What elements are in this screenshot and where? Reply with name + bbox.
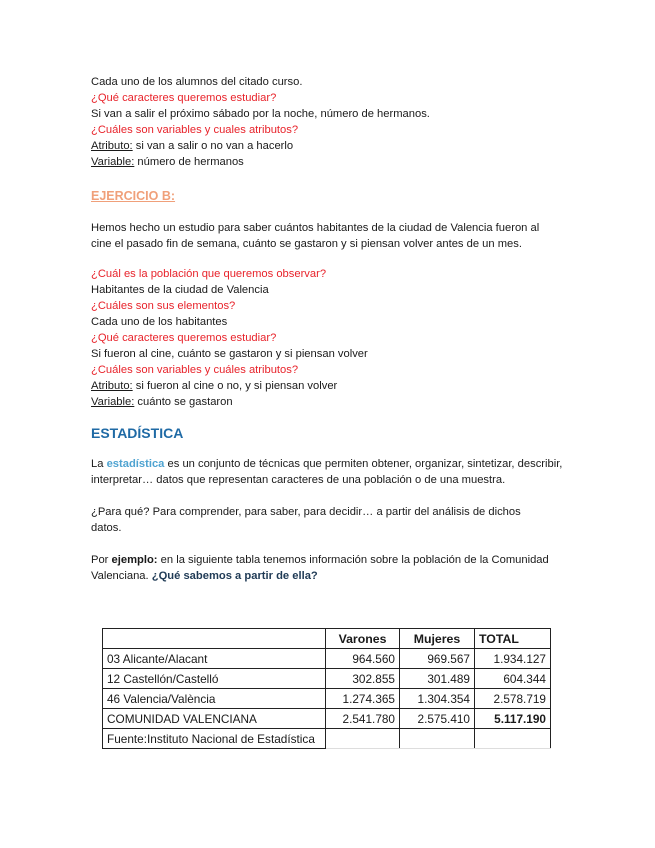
exercise-b-attribute-line: [91, 378, 571, 394]
table-header-cell: Varones: [326, 629, 400, 649]
variable-text: cuánto se gastaron: [134, 396, 233, 408]
intro-line: Cada uno de los alumnos del citado curso.: [91, 76, 303, 88]
statistics-purpose: ¿Para qué? Para comprender, para saber, para decidir… a partir del análisis de dichos datos.: [91, 506, 521, 534]
example-prefix: Por: [91, 554, 112, 566]
table-cell: COMUNIDAD VALENCIANA: [103, 709, 326, 729]
document-page: [91, 74, 571, 584]
variable-label: Variable:: [91, 396, 135, 408]
intro-variable-line: [91, 154, 571, 170]
table-cell-total: 5.117.190: [475, 709, 551, 729]
table-header-cell: [103, 629, 326, 649]
variable-label: Variable:: [91, 156, 135, 168]
attribute-label: Atributo:: [91, 140, 133, 152]
table-row: [103, 669, 551, 689]
table-cell: 302.855: [326, 669, 400, 689]
table-cell: 964.560: [326, 649, 400, 669]
table-cell: 2.541.780: [326, 709, 400, 729]
exercise-b-question-elements: ¿Cuáles son sus elementos?: [91, 300, 236, 312]
table-row: [103, 689, 551, 709]
table-source-row: [103, 729, 551, 749]
example-question: ¿Qué sabemos a partir de ella?: [151, 570, 318, 582]
table-empty-cell: [326, 729, 400, 749]
table-cell: 03 Alicante/Alacant: [103, 649, 326, 669]
table-header-cell: Mujeres: [400, 629, 475, 649]
table-header-row: [103, 629, 551, 649]
table-cell: 604.344: [475, 669, 551, 689]
exercise-b-statement: Hemos hecho un estudio para saber cuántos habitantes de la ciudad de Valencia fueron al cine el pasado fin de semana, cuánto se gastaron y si piensan volver antes de un mes.: [91, 222, 540, 250]
exercise-b-heading: EJERCICIO B:: [91, 189, 176, 203]
attribute-text: si van a salir o no van a hacerlo: [132, 140, 294, 152]
table-cell: 1.274.365: [326, 689, 400, 709]
table-row: [103, 649, 551, 669]
table-cell: 301.489: [400, 669, 475, 689]
table-row: [103, 709, 551, 729]
definition-term: estadística: [106, 458, 165, 470]
attribute-label: Atributo:: [91, 380, 133, 392]
example-term: ejemplo:: [111, 554, 158, 566]
exercise-b-variable-line: [91, 394, 571, 410]
statistics-definition: [91, 456, 563, 488]
statistics-example: [91, 552, 563, 584]
table-cell: 2.575.410: [400, 709, 475, 729]
definition-body: es un conjunto de técnicas que permiten obtener, organizar, sintetizar, describir, interpretar… datos que representan caracteres de una población o de una muestra.: [91, 458, 563, 486]
exercise-b-question-population: ¿Cuál es la población que queremos observar?: [91, 268, 327, 280]
example-body: en la siguiente tabla tenemos información sobre la población de la Comunidad Valenciana.: [91, 554, 549, 582]
intro-attribute-line: [91, 138, 571, 154]
table-cell: 2.578.719: [475, 689, 551, 709]
intro-answer-characters: Si van a salir el próximo sábado por la noche, número de hermanos.: [91, 108, 430, 120]
intro-question-characters: ¿Qué caracteres queremos estudiar?: [91, 92, 277, 104]
table-cell: 1.304.354: [400, 689, 475, 709]
definition-prefix: La: [91, 458, 107, 470]
table-cell: 12 Castellón/Castelló: [103, 669, 326, 689]
table-empty-cell: [400, 729, 475, 749]
exercise-b-question-variables: ¿Cuáles son variables y cuáles atributos?: [91, 364, 299, 376]
table-cell: 1.934.127: [475, 649, 551, 669]
population-table: [102, 628, 551, 749]
variable-text: número de hermanos: [134, 156, 244, 168]
exercise-b-answer-characters: Si fueron al cine, cuánto se gastaron y si piensan volver: [91, 348, 368, 360]
attribute-text: si fueron al cine o no, y si piensan volver: [132, 380, 338, 392]
table-source: Fuente:Instituto Nacional de Estadística: [103, 729, 326, 749]
exercise-b-question-characters: ¿Qué caracteres queremos estudiar?: [91, 332, 277, 344]
table-cell: 46 Valencia/València: [103, 689, 326, 709]
table-header-cell: TOTAL: [475, 629, 551, 649]
intro-question-variables: ¿Cuáles son variables y cuales atributos?: [91, 124, 299, 136]
exercise-b-answer-population: Habitantes de la ciudad de Valencia: [91, 284, 269, 296]
table-cell: 969.567: [400, 649, 475, 669]
table-empty-cell: [475, 729, 551, 749]
exercise-b-answer-elements: Cada uno de los habitantes: [91, 316, 228, 328]
statistics-heading: ESTADÍSTICA: [91, 425, 184, 441]
